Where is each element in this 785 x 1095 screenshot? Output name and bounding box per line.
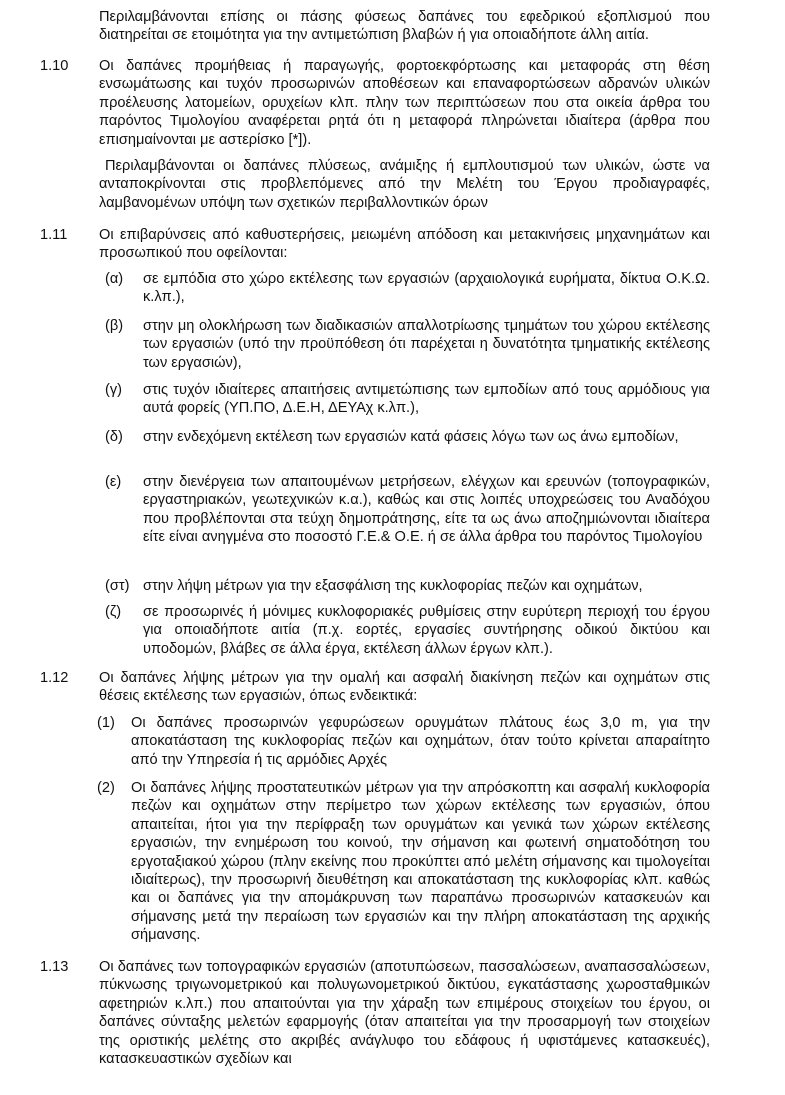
sub-item-text: Οι δαπάνες προσωρινών γεφυρώσεων ορυγμάτων πλάτους έως 3,0 m, για την αποκατάσταση της κυκλοφορίας πεζών και οχημάτων, όταν τούτο κρίνεται απαραίτητο από την Υπηρεσία ή τις αρμόδιες Αρχές bbox=[131, 715, 710, 768]
list-item-text: στις τυχόν ιδιαίτερες απαιτήσεις αντιμετώπισης των εμποδίων από τους αρμόδιους για αυτά φορείς (ΥΠ.ΠΟ, Δ.Ε.Η, ΔΕΥΑχ κ.λπ.), bbox=[143, 382, 710, 417]
section-text: Οι δαπάνες λήψης μέτρων για την ομαλή και ασφαλή διακίνηση πεζών και οχημάτων στις θέσεις εκτέλεσης των εργασιών, όπως ενδεικτικά: bbox=[99, 670, 710, 705]
section-1-10-extra: Περιλαμβάνονται οι δαπάνες πλύσεως, ανάμιξης ή εμπλουτισμού των υλικών, ώστε να ανταποκρίνονται στις προβλεπόμενες από την Μελέτη του Έργου προδιαγραφές, λαμβανομένων υπόψη των σχετικών περιβαλλοντικών όρων bbox=[99, 158, 710, 211]
section-text: Οι δαπάνες προμήθειας ή παραγωγής, φορτοεκφόρτωσης και μεταφοράς στη θέση ενσωμάτωσης και τυχόν προσωρινών αποθέσεων και επαναφορτώσεων αδρανών υλικών προέλευσης λατομείων, ορυχείων κλπ. πλην των περιπτώσεων που στα οικεία άρθρα του παρόντος Τιμολογίου αναφέρεται ρητά ότι η μεταφορά πληρώνεται ιδιαίτερα (άρθρα που επισημαίνονται με αστερίσκο [*]). bbox=[99, 58, 710, 148]
section-number: 1.12 bbox=[40, 670, 69, 686]
list-item-text: στην ενδεχόμενη εκτέλεση των εργασιών κατά φάσεις λόγω των ως άνω εμποδίων, bbox=[143, 429, 679, 445]
list-item-text: στην μη ολοκλήρωση των διαδικασιών απαλλοτρίωσης τμημάτων του χώρου εκτέλεσης των εργασιών (υπό την προϋπόθεση ότι παρέχεται η δυνατότητα τμηματικής εκτέλεσης των εργασιών), bbox=[143, 318, 710, 371]
list-item-label: (α) bbox=[105, 271, 124, 287]
list-item-text: στην διενέργεια των απαιτουμένων μετρήσεων, ελέγχων και ερευνών (τοπογραφικών, εργαστηριακών, γεωτεχνικών κ.α.), καθώς και στις λοιπές υποχρεώσεις του Αναδόχου που προβλέπονται στα τεύχη δημοπράτησης, είτε τα ως άνω αποζημιώνονται ιδιαίτερα είτε είναι ανηγμένα στο ποσοστό Γ.Ε.& Ο.Ε. ή σε άλλα άρθρα του παρόντος Τιμολογίου bbox=[143, 474, 710, 546]
list-item-text: σε εμπόδια στο χώρο εκτέλεσης των εργασιών (αρχαιολογικά ευρήματα, δίκτυα Ο.Κ.Ω. κ.λπ.), bbox=[143, 271, 710, 306]
list-item-label: (ζ) bbox=[105, 604, 122, 620]
section-text: Οι επιβαρύνσεις από καθυστερήσεις, μειωμένη απόδοση και μετακινήσεις μηχανημάτων και προσωπικού που οφείλονται: bbox=[99, 227, 710, 262]
list-item-text: στην λήψη μέτρων για την εξασφάλιση της κυκλοφορίας πεζών και οχημάτων, bbox=[143, 578, 643, 594]
sub-item-text: Οι δαπάνες λήψης προστατευτικών μέτρων για την απρόσκοπτη και ασφαλή κυκλοφορία πεζών και οχημάτων στην περίμετρο των χώρων εκτέλεσης των εργασιών, όπου απαιτείται, ήτοι για την περίφραξη των ορυγμάτων και γενικά των χώρων εκτέλεσης εργασιών, την ενημέρωση του κοινού, την σήμανση και φωτεινή σηματοδότηση του εργοταξιακού χώρου (πλην εκείνης που προκύπτει από μελέτη σήμανσης και τιμολογείται ιδιαίτερως), την προσωρινή διευθέτηση και αποκατάσταση της κυκλοφορίας κλπ. καθώς και οι δαπάνες για την απομάκρυνση των παραπάνω προσωρινών κατασκευών και σήμανσης μετά την περαίωση των εργασιών και την πλήρη αποκατάσταση της αρχικής σήμανσης. bbox=[131, 780, 710, 944]
list-item-label: (γ) bbox=[105, 382, 123, 398]
sub-item-label: (2) bbox=[97, 780, 115, 796]
list-item-label: (ε) bbox=[105, 474, 122, 490]
intro-paragraph: Περιλαμβάνονται επίσης οι πάσης φύσεως δαπάνες του εφεδρικού εξοπλισμού που διατηρείται σε ετοιμότητα για την αντιμετώπιση βλαβών ή για οποιαδήποτε άλλη αιτία. bbox=[99, 9, 710, 44]
list-item-label: (δ) bbox=[105, 429, 123, 445]
section-number: 1.13 bbox=[40, 959, 69, 975]
section-number: 1.11 bbox=[40, 227, 68, 243]
list-item-text: σε προσωρινές ή μόνιμες κυκλοφοριακές ρυθμίσεις στην ευρύτερη περιοχή του έργου για οποιαδήποτε αιτία (π.χ. εορτές, εργασίες συντήρησης οδικού δικτύου και υποδομών, βλάβες σε άλλα έργα, εκτέλεση άλλων έργων κλπ.). bbox=[143, 604, 710, 657]
sub-item-label: (1) bbox=[97, 715, 115, 731]
section-number: 1.10 bbox=[40, 58, 69, 74]
list-item-label: (β) bbox=[105, 318, 124, 334]
section-text: Οι δαπάνες των τοπογραφικών εργασιών (αποτυπώσεων, πασσαλώσεων, αναπασσαλώσεων, πύκνωσης τριγωνομετρικού και πολυγωνομετρικού δικτύου, εγκατάστασης χωροσταθμικών αφετηριών κ.λπ.) που απαιτούνται για την χάραξη των επιμέρους στοιχείων του έργου, οι δαπάνες σύνταξης μελετών εφαρμογής (όταν απαιτείται για την προσαρμογή των στοιχείων της οριστικής μελέτης στο ακριβές ανάγλυφο του εδάφους ή υφιστάμενες κατασκευές), κατασκευαστικών σχεδίων και bbox=[99, 959, 710, 1068]
list-item-label: (στ) bbox=[105, 578, 130, 594]
